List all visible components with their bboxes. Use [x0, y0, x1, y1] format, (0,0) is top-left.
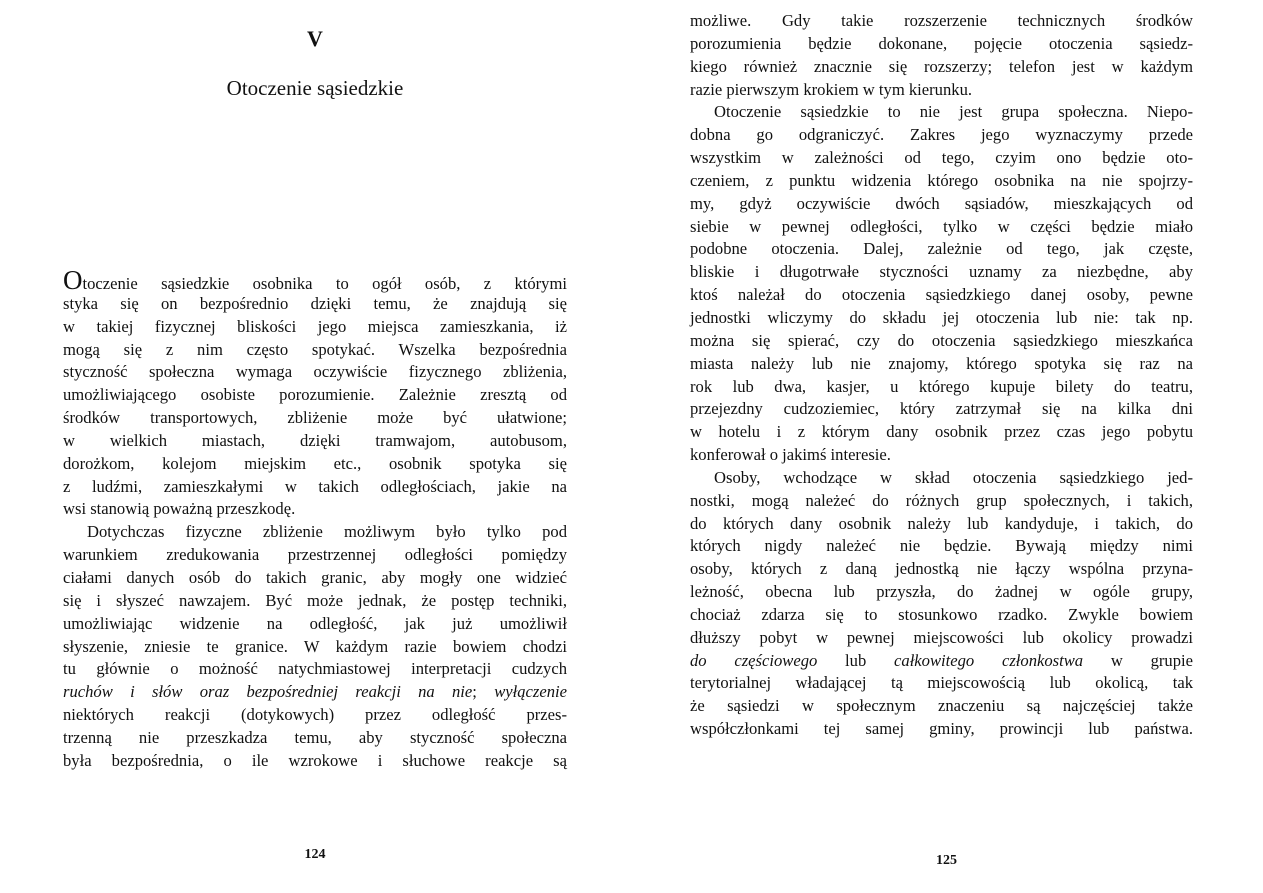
italic-text: wyłączenie — [494, 682, 567, 702]
paragraph-first-line: Dotychczas fizyczne zbliżenie możliwym było tylko pod — [87, 522, 567, 542]
text-line-italic — [63, 681, 567, 704]
text-line-italic — [690, 650, 1193, 673]
right-page — [630, 0, 1263, 893]
paragraph-last-line: razie pierwszym krokiem w tym kierunku. — [690, 79, 973, 99]
text-line: nostki, mogą należeć do różnych grup społecznych, i takich, — [690, 490, 1193, 510]
text-line: możliwe. Gdy takie rozszerzenie technicznych środków — [690, 11, 1193, 30]
text-line: podobne otoczenia. Dalej, zależnie od tego, jak częste, — [690, 239, 1193, 259]
text-line: do których dany osobnik należy lub kandyduje, i takich, do — [690, 513, 1193, 533]
text-line: trzenną nie przeszkadza temu, aby styczność społeczna — [63, 727, 567, 747]
text-line: czeniem, z punktu widzenia którego osobnika na nie spojrzy- — [690, 170, 1193, 190]
text-line: których nigdy należeć nie będzie. Bywają między nimi — [690, 536, 1193, 556]
text-line: dłuższy pobyt w pewnej miejscowości lub okolicy prowadzi — [690, 627, 1193, 647]
text-line: umożliwiającego osobiste porozumienie. Zależnie zresztą od — [63, 385, 567, 405]
text-line: była bezpośrednia, o ile wzrokowe i słuchowe reakcje są — [63, 750, 567, 770]
text-fragment: w grupie — [1083, 650, 1193, 670]
right-page-body — [690, 10, 1193, 741]
text-line: dobna go odgraniczyć. Zakres jego wyznaczymy przede — [690, 125, 1193, 145]
text-line: warunkiem zredukowania przestrzennej odległości pomiędzy — [63, 545, 567, 565]
text-fragment: ; — [472, 682, 495, 702]
text-line: dorożkom, kolejom miejskim etc., osobnik spotyka się — [63, 453, 567, 473]
text-line: słyszenie, zniesie te granice. W każdym razie bowiem chodzi — [63, 636, 567, 656]
paragraph-last-line: wsi stanowią poważną przeszkodę. — [63, 499, 296, 519]
text-line: terytorialnej władającej tą miejscowością lub okolicą, tak — [690, 673, 1193, 693]
text-line: w hotelu i z którym dany osobnik przez czas jego pobytu — [690, 422, 1193, 442]
page-number: 124 — [304, 847, 326, 862]
text-line: rok lub dwa, kasjer, u którego kupuje bilety do teatru, — [690, 376, 1193, 396]
text-line: porozumienia będzie dokonane, pojęcie otoczenia sąsiedz- — [690, 33, 1193, 53]
text-line: się i słyszeć nawzajem. Być może jednak, że postęp techniki, — [63, 590, 567, 610]
text-line: można się spierać, czy do otoczenia sąsiedzkiego mieszkańca — [690, 330, 1193, 350]
text-line: środków transportowych, zbliżenie może być ułatwione; — [63, 408, 567, 428]
text-line: siebie w pewnej odległości, tylko w części będzie miało — [690, 216, 1193, 236]
text-fragment: lub — [817, 650, 895, 670]
text-line: leżność, obecna lub przyszła, do żadnej w ogóle grupy, — [690, 582, 1193, 602]
drop-cap: O — [63, 265, 83, 295]
text-line: tu głównie o możność natychmiastowej interpretacji cudzych — [63, 659, 567, 679]
paragraph-first-line: Osoby, wchodzące w skład otoczenia sąsiedzkiego jed- — [714, 467, 1193, 487]
text-line: w takiej fizycznej bliskości jego miejsca zamieszkania, iż — [63, 316, 567, 336]
text-line: miasta należy lub nie znajomy, którego spotyka się raz na — [690, 353, 1193, 373]
text-line: przejezdny cudzoziemiec, który zatrzymał się na kilka dni — [690, 399, 1193, 419]
text-line — [63, 265, 567, 295]
text-line: osoby, których z daną jednostką nie łączy wspólna przyna- — [690, 559, 1193, 579]
text-line: chociaż zdarza się to stosunkowo rzadko. Zwykle bowiem — [690, 604, 1193, 624]
text-line: niektórych reakcji (dotykowych) przez odległość przes- — [63, 705, 567, 725]
page-number: 125 — [936, 853, 957, 868]
text-line: styczność społeczna wymaga oczywiście fizycznego zbliżenia, — [63, 362, 567, 382]
text-line: współczłonkami tej samej gminy, prowincji lub państwa. — [690, 719, 1193, 739]
text-line: ciałami danych osób do takich granic, aby mogły one widzieć — [63, 567, 567, 587]
text-line: my, gdyż oczywiście dwóch sąsiadów, mieszkających od — [690, 193, 1193, 213]
italic-text: do częściowego — [690, 650, 818, 670]
text-line: wszystkim w zależności od tego, czyim ono będzie oto- — [690, 148, 1193, 168]
text-line: jednostki wliczymy do składu jej otoczenia lub nie: tak np. — [690, 307, 1193, 327]
text-line: bliskie i długotrwałe styczności uznamy za niezbędne, aby — [690, 262, 1193, 282]
left-page — [0, 0, 630, 893]
text-line: umożliwiając widzenie na odległość, jak już umożliwił — [63, 613, 567, 633]
text-line: kiego również znacznie się rozszerzy; telefon jest w każdym — [690, 56, 1193, 76]
text-line: w wielkich miastach, dzięki tramwajom, autobusom, — [63, 430, 567, 450]
italic-text: ruchów i słów oraz bezpośredniej reakcji na nie — [63, 682, 473, 702]
text-line-content: toczenie sąsiedzkie osobnika to ogół osób, z którymi — [82, 274, 567, 293]
text-line: ktoś należał do otoczenia sąsiedzkiego danej osoby, pewne — [690, 285, 1193, 305]
chapter-title: Otoczenie sąsiedzkie — [226, 76, 404, 100]
italic-text: całkowitego członkostwa — [894, 650, 1084, 670]
chapter-number: V — [307, 26, 323, 51]
text-line: że sąsiedzi w społecznym znaczeniu są najczęściej także — [690, 696, 1193, 716]
text-line: mogą się z nim często spotykać. Wszelka bezpośrednia — [63, 339, 567, 359]
paragraph-first-line: Otoczenie sąsiedzkie to nie jest grupa społeczna. Niepo- — [714, 102, 1193, 122]
left-page-body — [63, 265, 567, 773]
text-line: styka się on bezpośrednio dzięki temu, że znajdują się — [63, 293, 567, 313]
paragraph-last-line: konferował o jakimś interesie. — [690, 445, 891, 465]
text-line: z ludźmi, zamieszkałymi w takich odległościach, jakie na — [63, 476, 567, 496]
